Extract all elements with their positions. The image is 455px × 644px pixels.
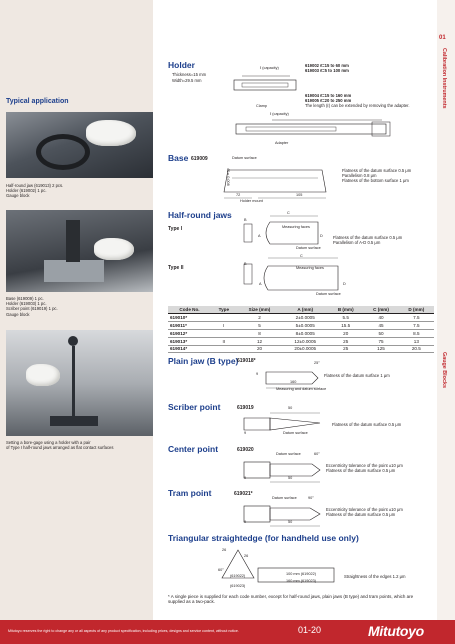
label-a-2: A xyxy=(259,282,262,286)
table-row xyxy=(168,337,434,345)
table-cell: 75 xyxy=(363,337,398,345)
table-cell: 7.5 xyxy=(399,322,434,330)
glove-image xyxy=(86,120,136,146)
half-round-heading: Half-round jaws xyxy=(168,210,232,220)
label-d-2: D xyxy=(343,282,346,286)
scriber-dim-50: 50 xyxy=(288,406,293,410)
holder-diagram-1 xyxy=(230,74,300,96)
table-cell: 7.5 xyxy=(399,314,434,322)
caption-2: Base (619009) 1 pc. Holder (619003) 1 pc. Scriber point (619019) 1 pc. Gauge block xyxy=(6,296,58,317)
base-code: 619009 xyxy=(191,156,208,162)
table-cell: 619010* xyxy=(168,314,211,322)
table-cell: 15.5 xyxy=(328,322,363,330)
tri-angle: 60° xyxy=(218,568,224,572)
table-cell: 8±0.0005 xyxy=(282,329,328,337)
tram-angle: 90° xyxy=(308,496,314,500)
clamp-label: Clamp xyxy=(256,104,267,108)
label-d: D xyxy=(320,234,323,238)
table-cell: 50 xyxy=(363,329,398,337)
scriber-datum-label: Datum surface xyxy=(283,431,308,435)
photo-bore-gage xyxy=(6,330,153,436)
table-cell: 40 xyxy=(363,314,398,322)
half-round-datum-label: Datum surface xyxy=(296,246,321,250)
table-cell: 5 xyxy=(237,322,283,330)
tri-len-2: 160 mm (619023) xyxy=(286,579,316,583)
plain-jaw-code: 619018* xyxy=(237,358,256,364)
photo-base-scriber xyxy=(6,210,153,292)
table-row xyxy=(168,314,434,322)
glove-image xyxy=(26,364,60,386)
table-header-row xyxy=(168,306,434,314)
tram-datum-label: Datum surface xyxy=(272,496,297,500)
tri-dim-26a: 26 xyxy=(222,548,227,552)
adapter-label: Adapter xyxy=(275,141,289,145)
tram-point-diagram xyxy=(240,500,324,530)
table-cell: 25 xyxy=(328,345,363,353)
center-point-code: 619020 xyxy=(237,447,254,453)
straightedge-side-diagram xyxy=(256,566,336,586)
half-round-type1-diagram xyxy=(240,214,340,254)
center-angle: 60° xyxy=(314,452,320,456)
table-cell: 20 xyxy=(237,345,283,353)
tri-code-1: (619022) xyxy=(230,574,246,578)
tram-point-code: 619021* xyxy=(234,491,253,497)
table-cell: 8.5 xyxy=(399,329,434,337)
type-2-label: Type II xyxy=(168,265,184,271)
plain-jaw-heading: Plain jaw (B type) xyxy=(168,356,239,366)
center-point-heading: Center point xyxy=(168,444,219,454)
photo-half-round-jaw xyxy=(6,112,153,178)
table-cell: 45 xyxy=(363,322,398,330)
table-cell xyxy=(211,314,237,322)
footer-disclaimer: Mitutoyo reserves the right to change any or all aspects of any product specification, including prices, designs and service content, without notice. xyxy=(8,629,239,633)
tri-code-2: (619023) xyxy=(230,584,246,588)
tab-calibration-instruments[interactable]: Calibration Instruments xyxy=(441,48,447,109)
table-row xyxy=(168,329,434,337)
jaw-spec-table xyxy=(168,306,434,353)
table-cell: 619014* xyxy=(168,345,211,353)
typical-application-heading: Typical application xyxy=(6,98,69,105)
table-row xyxy=(168,322,434,330)
plain-jaw-measuring-label: Measuring and datum surface xyxy=(276,387,327,391)
section-number: 01 xyxy=(439,35,446,41)
scriber-diagram xyxy=(240,410,324,440)
center-dim-9: 9 xyxy=(244,476,247,480)
column-header: A (mm) xyxy=(282,306,328,314)
column-header: Code No. xyxy=(168,306,211,314)
table-cell: 5.5 xyxy=(328,314,363,322)
scriber-note: Flatness of the datum surface 0.5 μm xyxy=(332,422,402,427)
holder-heading: Holder xyxy=(168,60,195,70)
table-cell: 5±0.0005 xyxy=(282,322,328,330)
base-datum-label: Datum surface xyxy=(232,156,257,160)
center-datum-label: Datum surface xyxy=(276,452,301,456)
table-cell: I xyxy=(211,322,237,330)
holder-mount-label: Holder mount xyxy=(240,199,263,203)
table-cell: 25 xyxy=(328,337,363,345)
table-cell: II xyxy=(211,337,237,345)
tram-notes: Eccentricity tolerance of the point ±10 μm Flatness of the datum surface 0.5 μm xyxy=(326,507,403,518)
measuring-faces-label: Measuring faces xyxy=(282,225,310,229)
table-cell xyxy=(211,329,237,337)
base-diagram xyxy=(222,160,332,204)
holder-spec-2: 619004 ℓ=15 to 160 mm 619005 ℓ=20 to 250 mm The length (ℓ) can be extended by removing the adapter. xyxy=(305,93,410,109)
plain-jaw-dim-160: 160 xyxy=(290,380,297,384)
plain-jaw-dim-9: 9 xyxy=(256,372,259,376)
table-cell: 2±0.0005 xyxy=(282,314,328,322)
label-a: A xyxy=(258,234,261,238)
holder-width: Width=29.5 mm xyxy=(172,78,202,83)
table-cell: 2 xyxy=(237,314,283,322)
glove-image xyxy=(94,238,134,260)
footer-bar xyxy=(0,620,455,644)
measuring-faces-label-2: Measuring faces xyxy=(296,266,324,270)
label-c: C xyxy=(287,211,290,215)
tri-note: Straightness of the edges 1.2 μm xyxy=(344,574,406,579)
center-notes: Eccentricity tolerance of the point ±10 μm Flatness of the datum surface 0.5 μm xyxy=(326,463,403,474)
table-cell: 12 xyxy=(237,337,283,345)
tri-dim-26b: 26 xyxy=(244,554,249,558)
table-cell: 619013* xyxy=(168,337,211,345)
base-dim-72: 72 xyxy=(236,193,241,197)
holder-spec-1: 619002 ℓ=15 to 60 mm 619003 ℓ=5 to 100 mm xyxy=(305,63,349,74)
mitutoyo-logo: Mitutoyo xyxy=(368,623,424,639)
label-b: B xyxy=(244,218,247,222)
table-cell: 20±0.0005 xyxy=(282,345,328,353)
label-b-2: B xyxy=(244,262,247,266)
scriber-heading: Scriber point xyxy=(168,402,221,412)
holder-thickness: Thickness=15 mm xyxy=(172,72,207,77)
column-header: D (mm) xyxy=(399,306,434,314)
table-cell: 13 xyxy=(399,337,434,345)
center-dim-50: 50 xyxy=(288,476,293,480)
tri-len-1: 100 mm (619022) xyxy=(286,572,316,576)
table-row xyxy=(168,345,434,353)
table-cell: 8 xyxy=(237,329,283,337)
table-cell xyxy=(211,345,237,353)
base-notes: Flatness of the datum surface 0.5 μm Parallelism 0.8 μm Flatness of the bottom surface 1 μm xyxy=(342,168,412,184)
tram-point-heading: Tram point xyxy=(168,488,212,498)
triangle-diagram xyxy=(218,546,258,586)
holder-diagram-2 xyxy=(232,118,392,142)
page-number: 01-20 xyxy=(298,625,322,635)
table-cell: 20.5 xyxy=(399,345,434,353)
half-round-datum-label-2: Datum surface xyxy=(316,292,341,296)
caption-3: Setting a bore-gage using a holder with a pair of Type I half-round jaws arranged as flat contact surfaces xyxy=(6,440,114,451)
plain-jaw-angle: 25° xyxy=(314,361,320,365)
column-header: Type xyxy=(211,306,237,314)
tab-gauge-blocks[interactable]: Gauge Blocks xyxy=(441,352,447,388)
column-header: Size (mm) xyxy=(237,306,283,314)
tram-dim-9: 9 xyxy=(244,520,247,524)
left-column xyxy=(0,0,153,644)
base-heading: Base xyxy=(168,153,189,163)
center-point-diagram xyxy=(240,456,324,486)
column-header: C (mm) xyxy=(363,306,398,314)
table-cell: 12±0.0005 xyxy=(282,337,328,345)
column-header: B (mm) xyxy=(328,306,363,314)
table-cell: 20 xyxy=(328,329,363,337)
table-cell: 619011* xyxy=(168,322,211,330)
plain-jaw-note: Flatness of the datum surface 1 μm xyxy=(324,373,390,378)
table-cell: 619012* xyxy=(168,329,211,337)
tram-dim-50: 50 xyxy=(288,520,293,524)
table-cell: 125 xyxy=(363,345,398,353)
base-dim-height: 40±0.008 xyxy=(226,168,230,186)
base-dim-105: 105 xyxy=(296,193,303,197)
scriber-dim-9: 9 xyxy=(244,431,247,435)
holder-capacity-label: ℓ (capacity) xyxy=(260,66,279,70)
label-c-2: C xyxy=(300,254,303,258)
footnote: * A single piece is supplied for each code number, except for half-round jaws, plain jaws (B type) and tram points, which are supplied as a two-pack. xyxy=(168,594,414,605)
caption-1: Half-round jaw (619013) 2 pcs. Holder (619002) 1 pc. Gauge block xyxy=(6,183,64,199)
type-1-label: Type I xyxy=(168,226,183,232)
holder-capacity-label-2: ℓ (capacity) xyxy=(270,112,289,116)
scriber-code: 619019 xyxy=(237,405,254,411)
triangular-heading: Triangular straightedge (for handheld use only) xyxy=(168,533,359,543)
half-round-notes: Flatness of the datum surface 0.5 μm Parallelism of A-D 0.5 μm xyxy=(333,235,403,246)
